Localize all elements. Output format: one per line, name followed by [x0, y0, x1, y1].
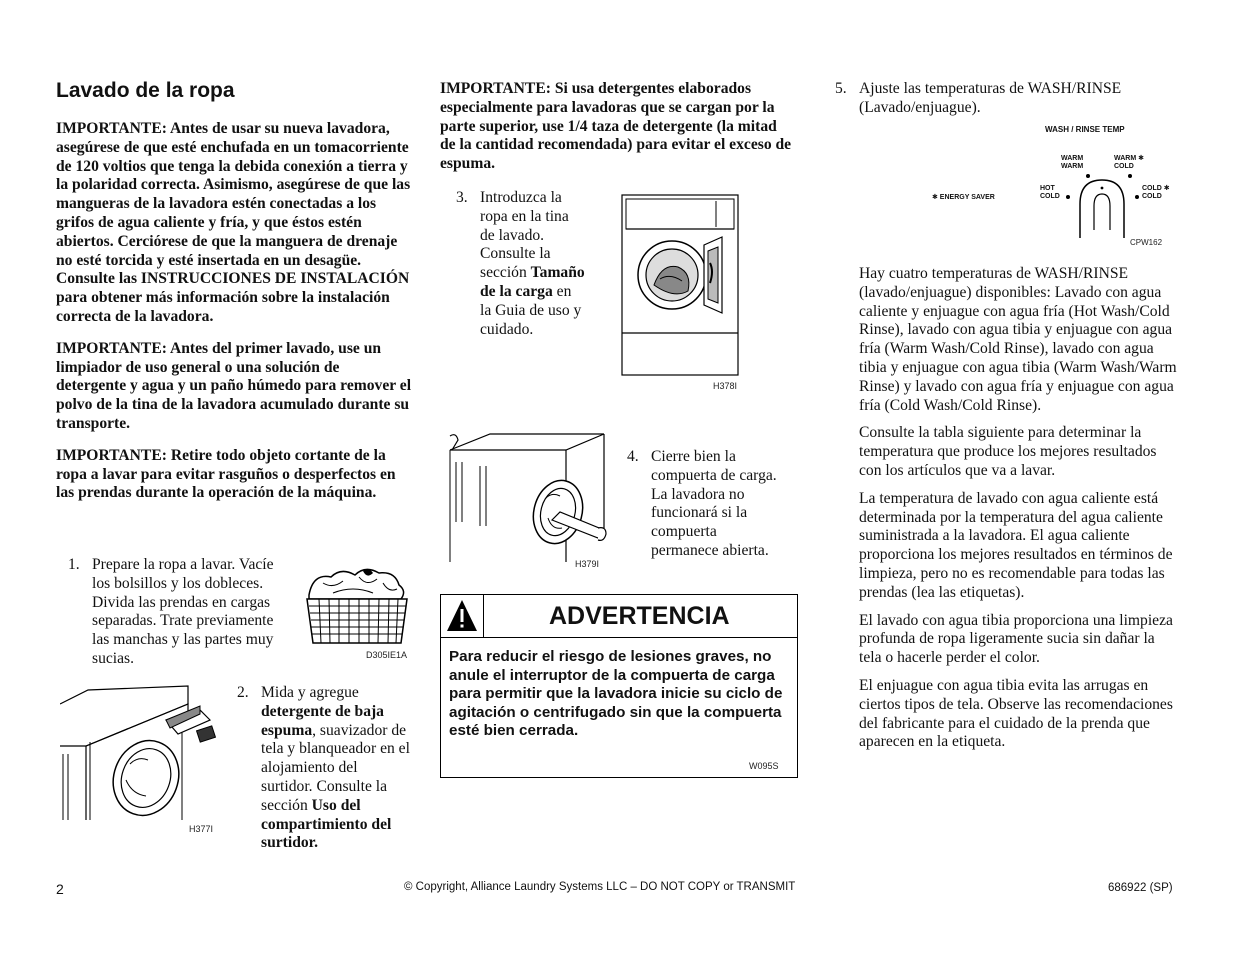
step-3-bold-section: Tamaño de la carga — [480, 264, 585, 300]
step-2 — [237, 684, 412, 853]
dial-label-hot-cold: HOT COLD — [1040, 185, 1060, 200]
step-1 — [68, 556, 290, 669]
temperature-dial-knob — [920, 120, 1180, 250]
warning-title: ADVERTENCIA — [549, 602, 730, 630]
figure-code-h377i: H377I — [189, 824, 214, 834]
figure-code-d305ie1a: D305IE1A — [366, 650, 408, 660]
figure-code-h378i: H378I — [713, 381, 738, 391]
column-3-text — [859, 265, 1181, 761]
figure-code-w095s: W095S — [749, 761, 779, 771]
page-title: Lavado de la ropa — [56, 79, 235, 102]
important-note-power: IMPORTANTE: Antes de usar su nueva lavadora, asegúrese de que esté enchufada en un tomacorriente de 120 voltios que tenga la debida conexión a tierra y la polaridad correcta. Asimismo, asegúrese de que las mangueras de la lavadora estén conectadas a los grifos de agua caliente y fría, y que éstos estén abiertos. Cerciórese de que la manguera de drenaje no esté torcida y esté insertada en un desagüe. Consulte las INSTRUCCIONES DE INSTALACIÓN para obtener más información sobre la instalación correcta de la lavadora. — [56, 120, 411, 325]
paragraph-warm-wash: El lavado con agua tibia proporciona una limpieza profunda de ropa ligeramente sucia sin dañar la tela o hacerle perder el color. — [859, 611, 1173, 667]
warning-header — [441, 595, 797, 638]
step-number: 4. — [627, 448, 639, 465]
step-1-text: Prepare la ropa a lavar. Vacíe los bolsillos y los dobleces. Divida las prendas en cargas separadas. Trate previamente las manchas y las partes muy sucias. — [92, 556, 274, 667]
important-note-first-wash: IMPORTANTE: Antes del primer lavado, use un limpiador de uso general o una solución de detergente y agua y un paño húmedo para remover el polvo de la tina de la lavadora acumulado durante su transporte. — [56, 339, 412, 432]
dial-label-warm-cold: WARM ✱ COLD — [1114, 155, 1144, 170]
step-3 — [456, 189, 586, 339]
dial-heading: WASH / RINSE TEMP — [1045, 125, 1125, 134]
paragraph-warm-rinse: El enjuague con agua tibia evita las arrugas en ciertos tipos de tela. Observe las recomendaciones del fabricante para el cuidado de la prenda que aparecen en la etiqueta. — [859, 676, 1173, 751]
paragraph-consult-table: Consulte la tabla siguiente para determinar la temperatura que produce los mejores resultados con los artículos que va a lavar. — [859, 424, 1157, 479]
dial-label-energy-saver: ✱ ENERGY SAVER — [932, 194, 995, 201]
page-number: 2 — [56, 881, 64, 897]
dial-label-cold-cold: COLD ✱ COLD — [1142, 185, 1170, 200]
column-1-text — [56, 120, 412, 516]
step-5 — [835, 80, 1175, 118]
step-4 — [627, 448, 785, 561]
step-2-bold-section: Uso del compartimiento del surtidor. — [261, 796, 392, 852]
paragraph-temperatures: Hay cuatro temperaturas de WASH/RINSE (lavado/enjuague) disponibles: Lavado con agua caliente y enjuague con agua fría (Hot Wash/Cold Rinse), lavado con agua tibia y enjuague con agua fría (Warm Wash/Cold Rinse), lavado con agua tibia y enjuague con agua tibia (Warm Wash/Warm Rinse) y lavado con agua fría y enjuague con agua fría (Cold Wash/Cold Rinse). — [859, 265, 1177, 414]
step-2-text — [261, 684, 412, 853]
paragraph-hot-water: La temperatura de lavado con agua caliente está determinada por la temperatura del agua caliente suministrada a la lavadora. El agua caliente proporciona los mejores resultados en términos de limpieza, pero no es recomendable para todas las prendas (lea las etiquetas). — [859, 489, 1173, 601]
washer-door-closing-illustration — [448, 432, 608, 562]
important-note-sharp-objects: IMPORTANTE: Retire todo objeto cortante de la ropa a lavar para evitar rasguños o desperfectos en las prendas durante la operación de la máquina. — [56, 446, 396, 502]
washer-loading-illustration — [618, 193, 740, 377]
step-5-text: Ajuste las temperaturas de WASH/RINSE (Lavado/enjuague). — [859, 80, 1122, 116]
document-code: 686922 (SP) — [1108, 882, 1173, 894]
detergent-dispenser-illustration — [60, 684, 228, 820]
figure-code-cpw162: CPW162 — [1130, 238, 1163, 247]
dial-label-warm-warm: WARM WARM — [1061, 155, 1084, 170]
warning-icon — [441, 595, 484, 637]
step-number: 1. — [68, 556, 80, 573]
step-3-text — [480, 189, 586, 339]
important-note-detergent: IMPORTANTE: Si usa detergentes elaborados especialmente para lavadoras que se cargan por la parte superior, use 1/4 taza de detergente (la mitad de la cantidad recomendada) para evitar el exceso de espuma. — [440, 80, 792, 173]
warning-text: Para reducir el riesgo de lesiones graves, no anule el interruptor de la compuerta de carga para permitir que la lavadora inicie su ciclo de agitación o centrifugado sin que la compuerta esté bien cerrada. — [449, 648, 783, 740]
step-3-text-pre: Introduzca la ropa en la tina de lavado. Consulte la sección — [480, 189, 569, 282]
step-2-text-pre: Mida y agregue — [261, 684, 359, 701]
warning-box — [440, 594, 798, 778]
step-number: 5. — [835, 80, 847, 97]
laundry-basket-illustration — [303, 565, 411, 647]
figure-code-h379i: H379I — [575, 559, 600, 569]
step-3-text-post: en la Guia de uso y cuidado. — [480, 282, 582, 338]
step-number: 2. — [237, 684, 249, 701]
wash-rinse-dial-diagram — [920, 120, 1180, 250]
step-2-bold-detergent: detergente de baja espuma — [261, 702, 384, 739]
step-4-text: Cierre bien la compuerta de carga. La lavadora no funcionará si la compuerta permanece abierta. — [651, 448, 777, 559]
step-2-text-mid: , suavizador de tela y blanqueador en el alojamiento del surtidor. Consulte la sección — [261, 721, 410, 814]
copyright-notice: © Copyright, Alliance Laundry Systems LLC – DO NOT COPY or TRANSMIT — [404, 881, 796, 893]
step-number: 3. — [456, 189, 468, 206]
